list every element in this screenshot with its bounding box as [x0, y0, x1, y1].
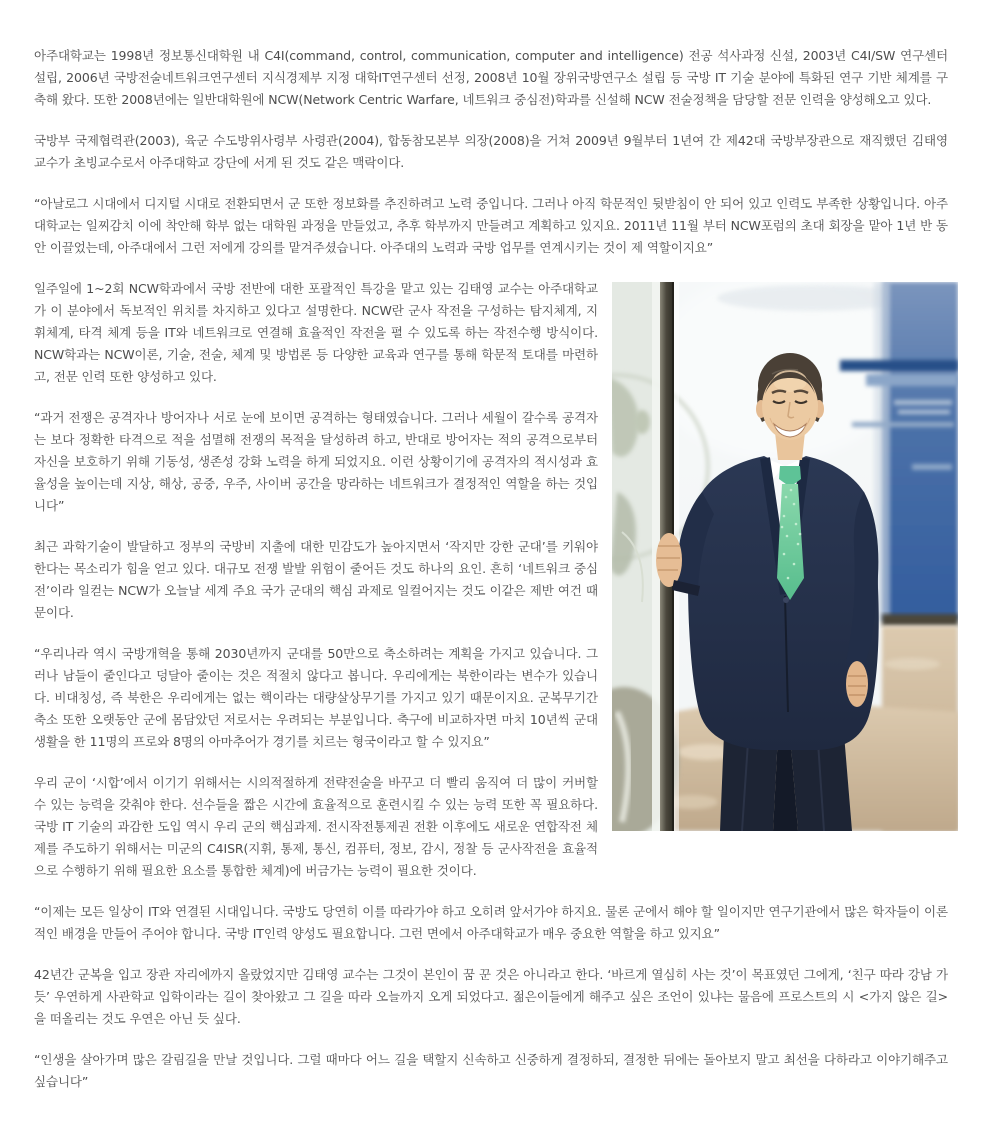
paragraph-6: 최근 과학기술이 발달하고 정부의 국방비 지출에 대한 민감도가 높아지면서 ‘작지만 강한 군대’를 키워야 한다는 목소리가 힘을 얻고 있다. 대규모 전쟁 발발 위험이 줄어든 것도 하나의 요인. 흔히 ‘네트워크 중심전’이라 일컫는 NCW가 오늘날 세계 주요 국가 군대의 핵심 과제로 일컬어지는 것도 이같은 제반 여건 때문이다.: [34, 539, 598, 620]
paragraph-3: “아날로그 시대에서 디지털 시대로 전환되면서 군 또한 정보화를 추진하려고 노력 중입니다. 그러나 아직 학문적인 뒷받침이 안 되어 있고 인력도 부족한 상황입니다. 아주대학교는 일찌감치 이에 착안해 학부 없는 대학원 과정을 만들었고, 추후 학부까지 만들려고 계획하고 있지요. 2011년 11월 부터 NCW포럼의 초대 회장을 맡아 1년 반 동안 이끌었는데, 아주대에서 그런 저에게 강의를 맡겨주셨습니다. 아주대의 노력과 국방 업무를 연계시키는 것이 제 역할이지요”: [34, 196, 948, 255]
paragraph-5: “과거 전쟁은 공격자나 방어자나 서로 눈에 보이면 공격하는 형태였습니다. 그러나 세월이 갈수록 공격자는 보다 정확한 타격으로 적을 섬멸해 전쟁의 목적을 달성하려 하고, 반대로 방어자는 적의 공격으로부터 자신을 보호하기 위해 기동성, 생존성 강화 노력을 하게 되었지요. 이런 상황이기에 공격자의 적시성과 효율성을 높이는데 지상, 해상, 공중, 우주, 사이버 공간을 망라하는 네트워크가 결정적인 역할을 하는 것입니다”: [34, 410, 598, 513]
paragraph-8: 우리 군이 ‘시합’에서 이기기 위해서는 시의적절하게 전략전술을 바꾸고 더 빨리 움직여 더 많이 커버할 수 있는 능력을 갖춰야 한다. 선수들을 짧은 시간에 효율적으로 훈련시킬 수 있는 능력 또한 꼭 필요하다. 국방 IT 기술의 과감한 도입 역시 우리 군의 핵심과제. 전시작전통제권 전환 이후에도 새로운 연합작전 체제를 주도하기 위해서는 미군의 C4ISR(지휘, 통제, 통신, 컴퓨터, 정보, 감시, 정찰 등 군사작전을 효율적으로 수행하기 위해 필요한 요소를 통합한 체계)에 버금가는 능력이 필요한 것이다.: [34, 775, 598, 878]
paragraph-10: 42년간 군복을 입고 장관 자리에까지 올랐었지만 김태영 교수는 그것이 본인이 꿈 꾼 것은 아니라고 한다. ‘바르게 열심히 사는 것’이 목표였던 그에게, ‘친구 따라 강남 가듯’ 우연하게 사관학교 입학이라는 길이 찾아왔고 그 길을 따라 오늘까지 오게 되었다고. 젊은이들에게 해주고 싶은 조언이 있냐는 물음에 프로스트의 시 <가지 않은 길>을 떠올리는 것도 우연은 아닌 듯 싶다.: [34, 967, 948, 1026]
professor-photo: [612, 282, 958, 831]
paragraph-2: 국방부 국제협력관(2003), 육군 수도방위사령부 사령관(2004), 합동참모본부 의장(2008)을 거쳐 2009년 9월부터 1년여 간 제42대 국방부장관으로 재직했던 김태영 교수가 초빙교수로서 아주대학교 강단에 서게 된 것도 같은 맥락이다.: [34, 133, 948, 170]
paragraph-7: “우리나라 역시 국방개혁을 통해 2030년까지 군대를 50만으로 축소하려는 계획을 가지고 있습니다. 그러나 남들이 줄인다고 덩달아 줄이는 것은 적절치 않다고 봅니다. 우리에게는 북한이라는 변수가 있습니다. 비대칭성, 즉 북한은 우리에게는 없는 핵이라는 대량살상무기를 가지고 있기 때문이지요. 군복무기간 축소 또한 오랫동안 군에 몸담았던 저로서는 우려되는 부분입니다. 축구에 비교하자면 마치 10년씩 군대생활을 한 11명의 프로와 8명의 아마추어가 경기를 치르는 형국이라고 할 수 있지요”: [34, 646, 598, 749]
paragraph-11: “인생을 살아가며 많은 갈림길을 만날 것입니다. 그럴 때마다 어느 길을 택할지 신속하고 신중하게 결정하되, 결정한 뒤에는 돌아보지 말고 최선을 다하라고 이야기해주고 싶습니다”: [34, 1052, 948, 1089]
professor-photo-illustration: [612, 282, 958, 831]
paragraph-9: “이제는 모든 일상이 IT와 연결된 시대입니다. 국방도 당연히 이를 따라가야 하고 오히려 앞서가야 하지요. 물론 군에서 해야 할 일이지만 연구기관에서 많은 학자들이 이론적인 배경을 만들어 주어야 합니다. 국방 IT인력 양성도 필요합니다. 그런 면에서 아주대학교가 매우 중요한 역할을 하고 있지요”: [34, 904, 948, 941]
paragraph-1: 아주대학교는 1998년 정보통신대학원 내 C4I(command, control, communication, computer and intelligence) 전공 석사과정 신설, 2003년 C4I/SW 연구센터 설립, 2006년 국방전술네트워크연구센터 지식경제부 지정 대학IT연구센터 선정, 2008년 10월 장위국방연구소 설립 등 국방 IT 기술 분야에 특화된 연구 기반 체계를 구축해 왔다. 또한 2008년에는 일반대학원에 NCW(Network Centric Warfare, 네트워크 중심전)학과를 신설해 NCW 전술정책을 담당할 전문 인력을 양성해오고 있다.: [34, 48, 948, 107]
paragraph-4: 일주일에 1~2회 NCW학과에서 국방 전반에 대한 포괄적인 특강을 맡고 있는 김태영 교수는 아주대학교가 이 분야에서 독보적인 위치를 차지하고 있다고 설명한다. NCW란 군사 작전을 구성하는 탐지체계, 지휘체계, 타격 체계 등을 IT와 네트워크로 연결해 효율적인 작전을 펼 수 있도록 하는 작전수행 방식이다. NCW학과는 NCW이론, 기술, 전술, 체계 및 방법론 등 다양한 교육과 연구를 통해 학문적 토대를 마련하고, 전문 인력 또한 양성하고 있다.: [34, 281, 598, 384]
